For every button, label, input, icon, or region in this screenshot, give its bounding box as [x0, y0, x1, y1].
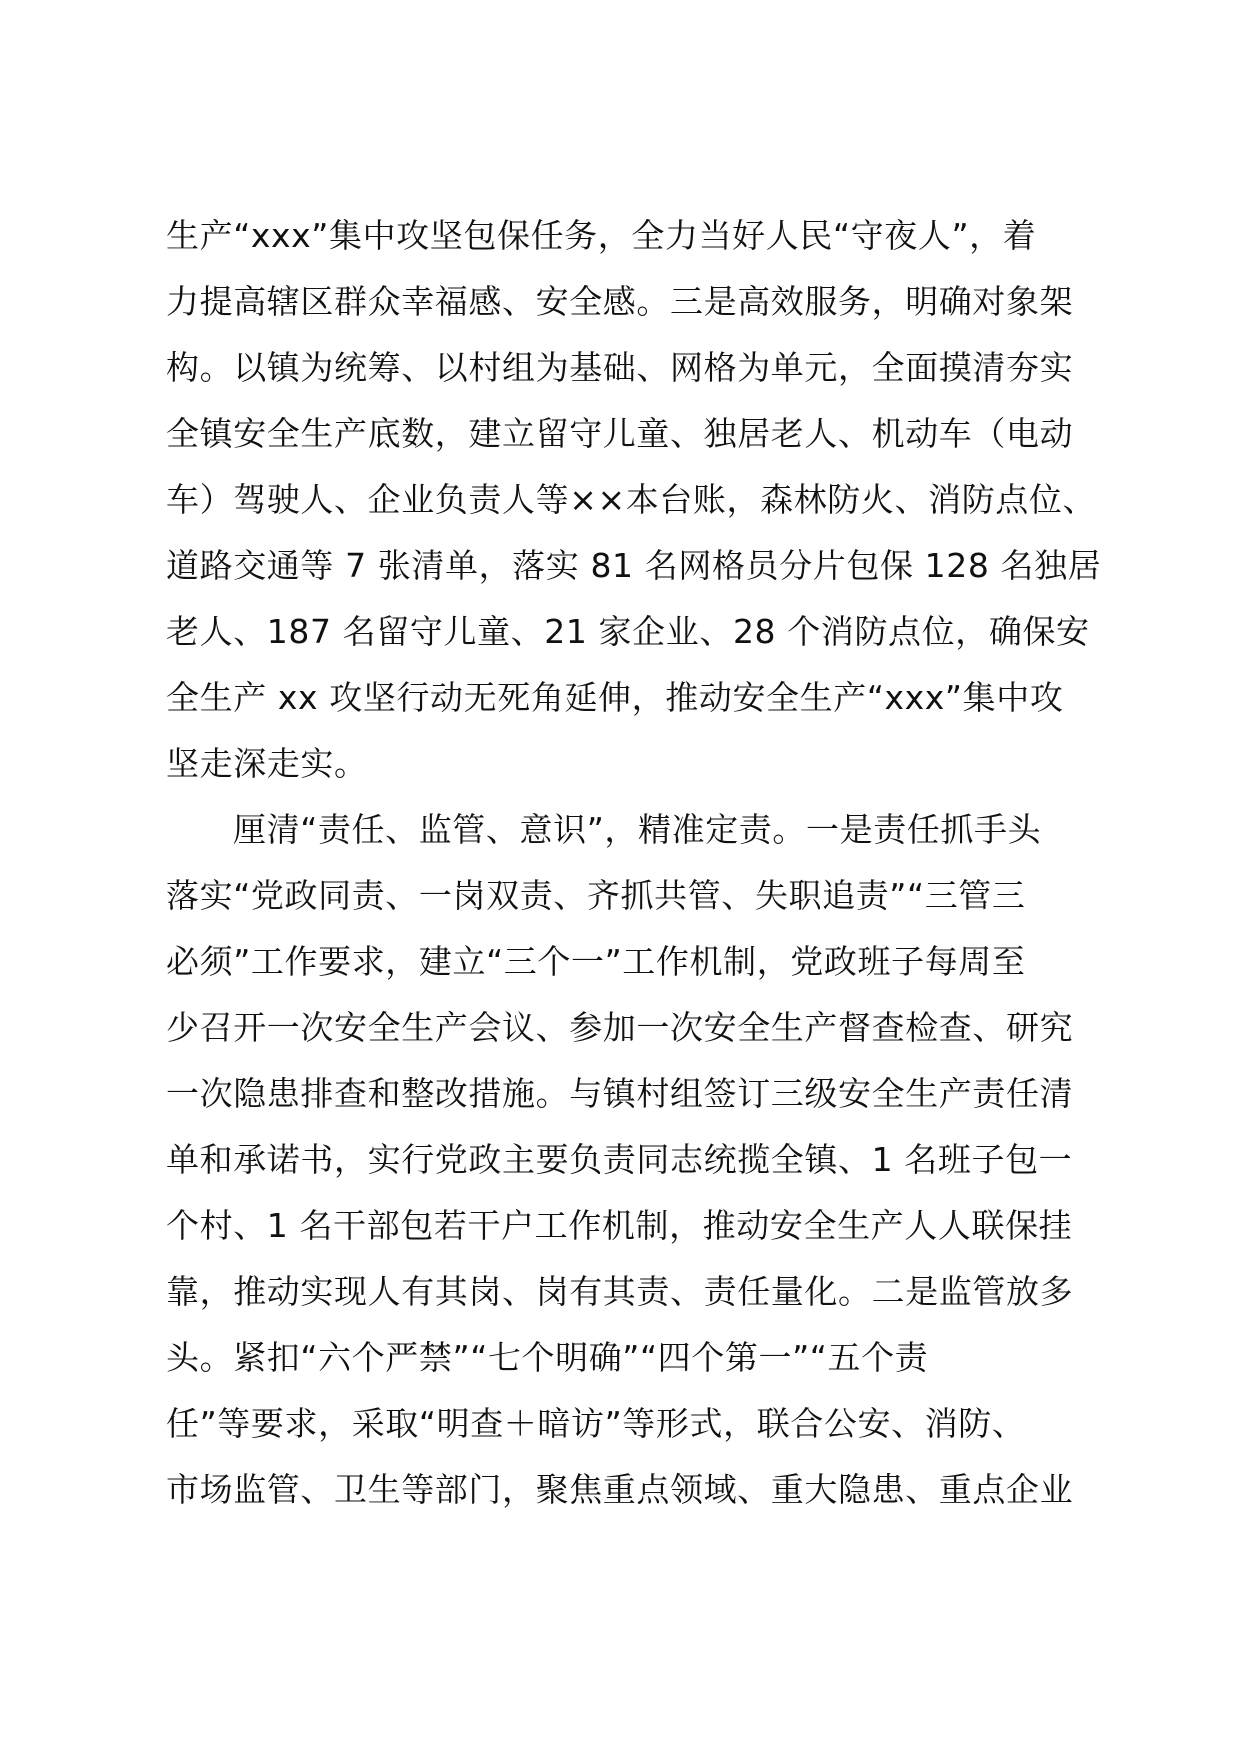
text-line: 一次隐患排查和整改措施。与镇村组签订三级安全生产责任清	[166, 1074, 1074, 1113]
text-line: 少召开一次安全生产会议、参加一次安全生产督查检查、研究	[166, 1008, 1074, 1047]
text-line: 力提高辖区群众幸福感、安全感。三是高效服务，明确对象架	[166, 282, 1074, 321]
text-line: 个村、1 名干部包若干户工作机制，推动安全生产人人联保挂	[166, 1206, 1073, 1245]
text-line: 任”等要求，采取“明查＋暗访”等形式，联合公安、消防、	[166, 1404, 1026, 1443]
text-line: 全生产 xx 攻坚行动无死角延伸，推动安全生产“xxx”集中攻	[166, 678, 1064, 717]
text-line: 坚走深走实。	[166, 744, 368, 783]
text-line: 构。以镇为统筹、以村组为基础、网格为单元，全面摸清夯实	[166, 348, 1074, 387]
text-line: 生产“xxx”集中攻坚包保任务，全力当好人民“守夜人”，着	[166, 216, 1037, 255]
text-line: 单和承诺书，实行党政主要负责同志统揽全镇、1 名班子包一	[166, 1140, 1073, 1179]
paragraph-first-line: 厘清“责任、监管、意识”，精准定责。一是责任抓手头	[233, 810, 1042, 849]
text-line: 必须”工作要求，建立“三个一”工作机制，党政班子每周至	[166, 942, 1026, 981]
text-line: 头。紧扣“六个严禁”“七个明确”“四个第一”“五个责	[166, 1338, 929, 1377]
text-line: 全镇安全生产底数，建立留守儿童、独居老人、机动车（电动	[166, 414, 1074, 453]
text-line: 落实“党政同责、一岗双责、齐抓共管、失职追责”“三管三	[166, 876, 1026, 915]
text-line: 老人、187 名留守儿童、21 家企业、28 个消防点位，确保安	[166, 612, 1090, 651]
text-line: 市场监管、卫生等部门，聚焦重点领域、重大隐患、重点企业	[166, 1470, 1074, 1509]
text-line: 道路交通等 7 张清单，落实 81 名网格员分片包保 128 名独居	[166, 546, 1102, 585]
text-line: 靠，推动实现人有其岗、岗有其责、责任量化。二是监管放多	[166, 1272, 1074, 1311]
text-line: 车）驾驶人、企业负责人等××本台账，森林防火、消防点位、	[166, 480, 1097, 519]
